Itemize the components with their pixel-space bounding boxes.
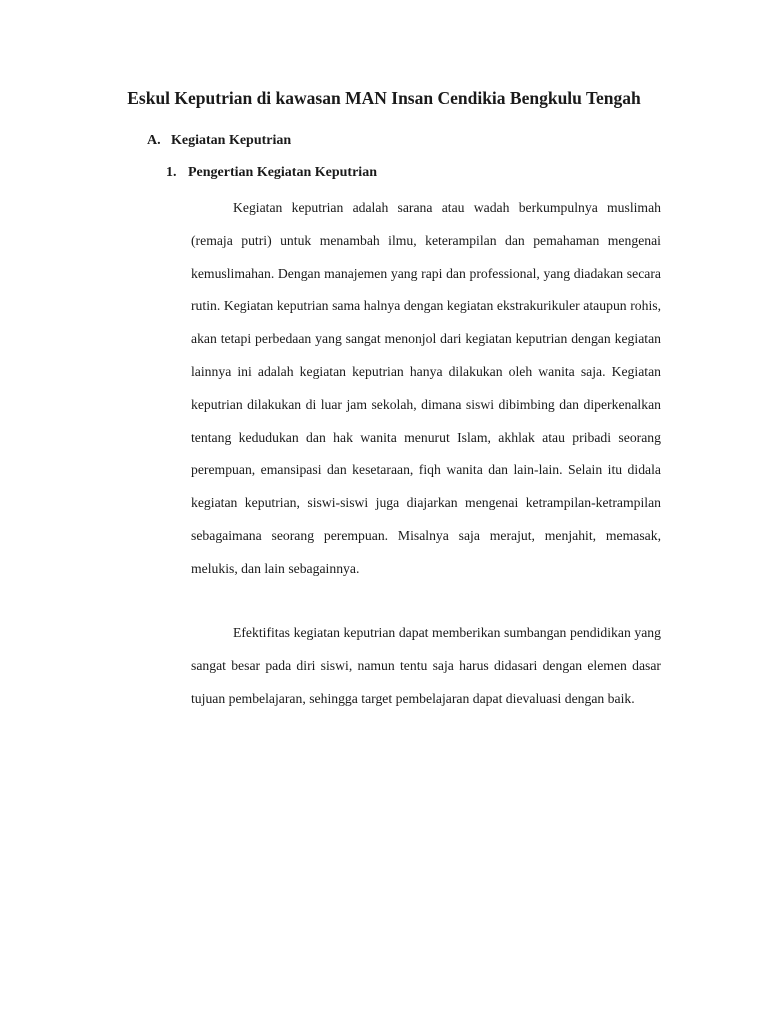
subsection-heading-text: Pengertian Kegiatan Keputrian [188,165,377,180]
document-title: Eskul Keputrian di kawasan MAN Insan Cendikia Bengkulu Tengah [127,88,641,108]
section-heading-text: Kegiatan Keputrian [171,133,292,148]
section-heading [147,133,291,149]
subsection-heading [166,165,377,181]
body-paragraph-1: Kegiatan keputrian adalah sarana atau wadah berkumpulnya muslimah (remaja putri) untuk menambah ilmu, keterampilan dan pemahaman mengenai kemuslimahan. Dengan manajemen yang rapi dan professional, yang diadakan secara rutin. Kegiatan keputrian sama halnya dengan kegiatan ekstrakurikuler ataupun rohis, akan tetapi perbedaan yang sangat menonjol dari kegiatan keputrian dengan kegiatan lainnya ini adalah kegiatan keputrian hanya dilakukan oleh wanita saja. Kegiatan keputrian dilakukan di luar jam sekolah, dimana siswi dibimbing dan diperkenalkan tentang kedudukan dan hak wanita menurut Islam, akhlak atau pribadi seorang perempuan, emansipasi dan kesetaraan, fiqh wanita dan lain-lain. Selain itu didala kegiatan keputrian, siswi-siswi juga diajarkan mengenai ketrampilan-ketrampilan sebagaimana seorang perempuan. Misalnya saja merajut, menjahit, memasak, melukis, dan lain sebagainnya. [191,200,661,576]
section-number: A. [147,133,161,148]
body-paragraph-2: Efektifitas kegiatan keputrian dapat memberikan sumbangan pendidikan yang sangat besar pada diri siswi, namun tentu saja harus didasari dengan elemen dasar tujuan pembelajaran, sehingga target pembelajaran dapat dievaluasi dengan baik. [191,625,661,706]
subsection-number: 1. [166,165,177,180]
